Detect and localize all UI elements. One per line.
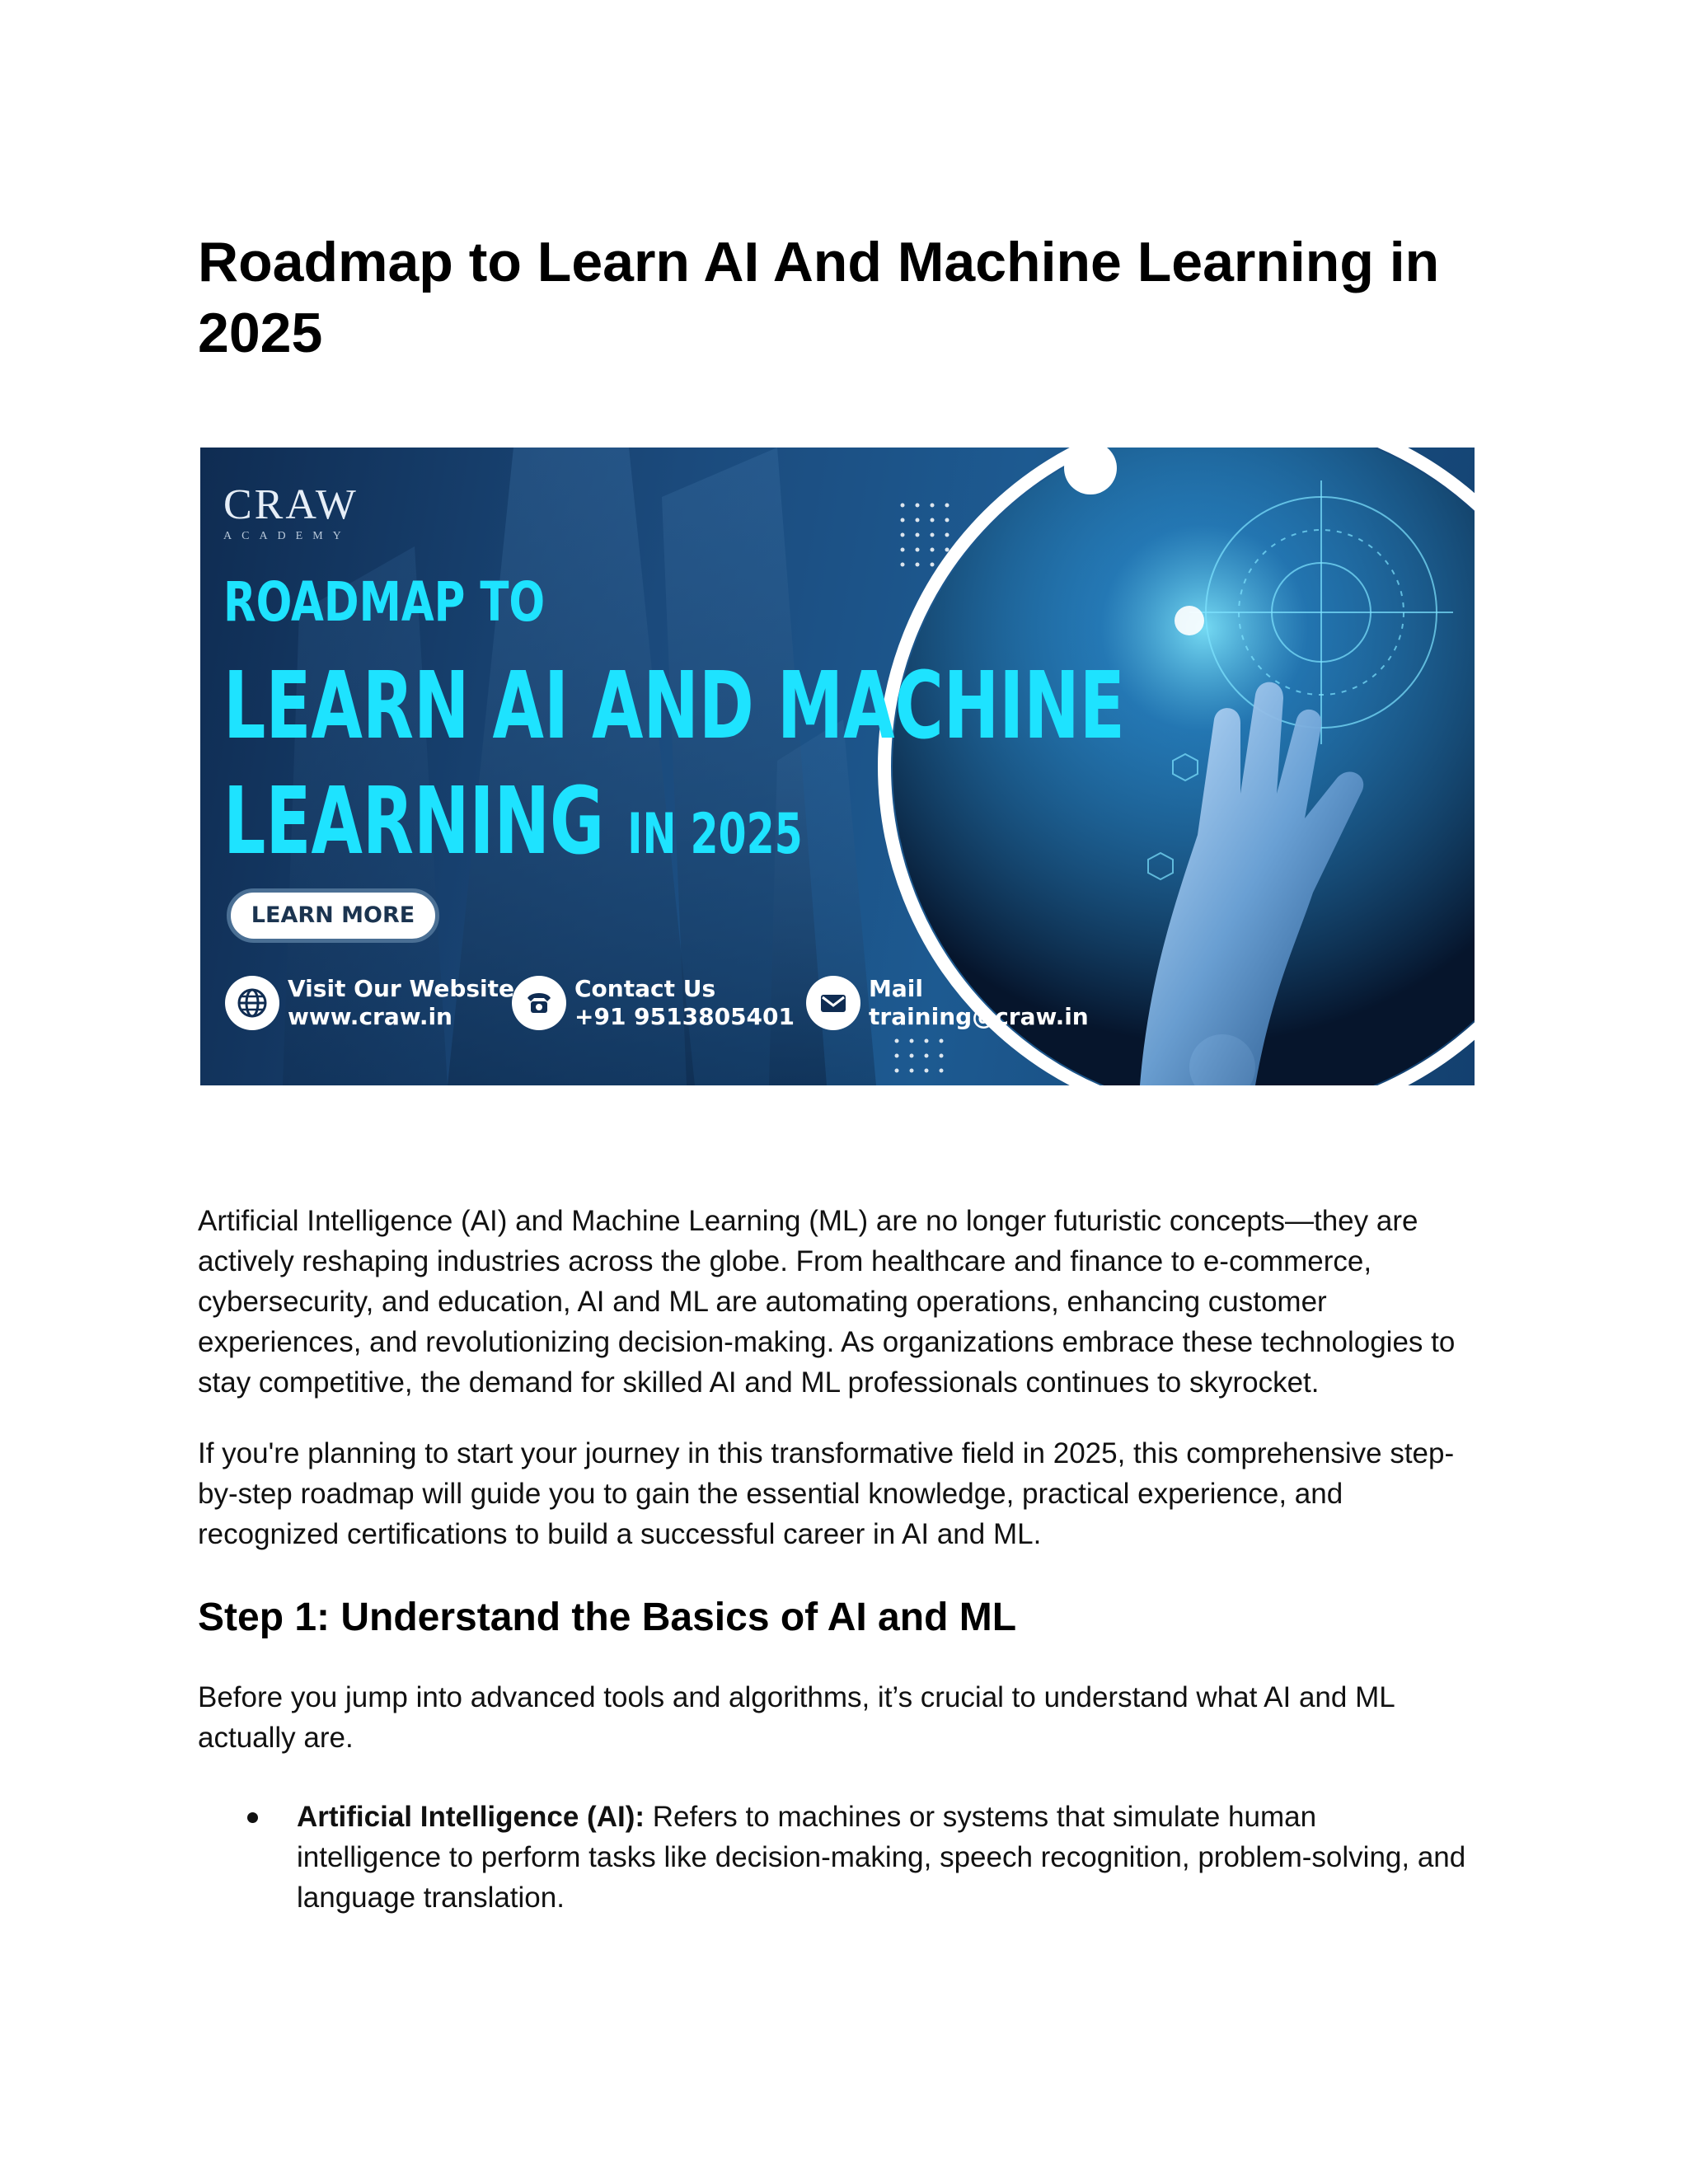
bullet-term: Artificial Intelligence (AI):	[297, 1801, 645, 1833]
contact-website-label: Visit Our Website	[288, 975, 515, 1002]
banner-headline-line-3	[223, 768, 803, 883]
learn-more-button[interactable]: LEARN MORE	[227, 888, 439, 943]
banner-headline-line-2: LEARN AI AND MACHINE	[223, 653, 1125, 760]
page-title: Roadmap to Learn AI And Machine Learning in 2025	[198, 231, 1440, 364]
step-1-bullet-list	[198, 1797, 1484, 1918]
contact-website-value[interactable]: www.craw.in	[288, 1003, 452, 1030]
intro-paragraph-2: If you're planning to start your journey in this transformative field in 2025, this comprehensive step-by-step roadmap will guide you to gain the essential knowledge, practical experience, and recognized certifications to build a successful career in AI and ML.	[198, 1437, 1455, 1550]
mail-icon	[806, 976, 860, 1030]
phone-icon	[512, 976, 566, 1030]
step-1-heading: Step 1: Understand the Basics of AI and ML	[198, 1596, 1017, 1639]
craw-academy-logo	[223, 482, 359, 543]
bullet-text: Refers to machines or systems that simulate human intelligence to perform tasks like decision-making, speech recognition, problem-solving, and language translation.	[297, 1801, 1466, 1914]
intro-paragraph-1: Artificial Intelligence (AI) and Machine Learning (ML) are no longer futuristic concepts—they are actively reshaping industries across the globe. From healthcare and finance to e-commerce, cybersecurity, and education, AI and ML are automating operations, enhancing customer experiences, and revolutionizing decision-making. As organizations embrace these technologies to stay competitive, the demand for skilled AI and ML professionals continues to skyrocket.	[198, 1205, 1456, 1399]
list-item	[198, 1797, 1484, 1918]
contact-mail[interactable]	[806, 975, 1089, 1031]
step-1-intro: Before you jump into advanced tools and algorithms, it’s crucial to understand what AI and ML actually are.	[198, 1681, 1395, 1754]
globe-icon	[225, 976, 279, 1030]
promo-banner	[200, 448, 1475, 1085]
contact-mail-value[interactable]: training@craw.in	[869, 1003, 1089, 1030]
brand-subtitle: ACADEMY	[223, 530, 351, 542]
banner-headline-word: LEARNING	[223, 768, 605, 875]
contact-phone[interactable]	[512, 975, 795, 1031]
contact-phone-value[interactable]: +91 9513805401	[574, 1003, 795, 1030]
contact-mail-label: Mail	[869, 975, 923, 1002]
contact-website[interactable]	[225, 975, 514, 1031]
contact-phone-label: Contact Us	[574, 975, 716, 1002]
brand-name: CRAW	[223, 481, 359, 528]
banner-headline-line-1: ROADMAP TO	[223, 570, 546, 634]
banner-headline-year: IN 2025	[627, 802, 803, 867]
bullet-dot-icon	[247, 1812, 258, 1823]
